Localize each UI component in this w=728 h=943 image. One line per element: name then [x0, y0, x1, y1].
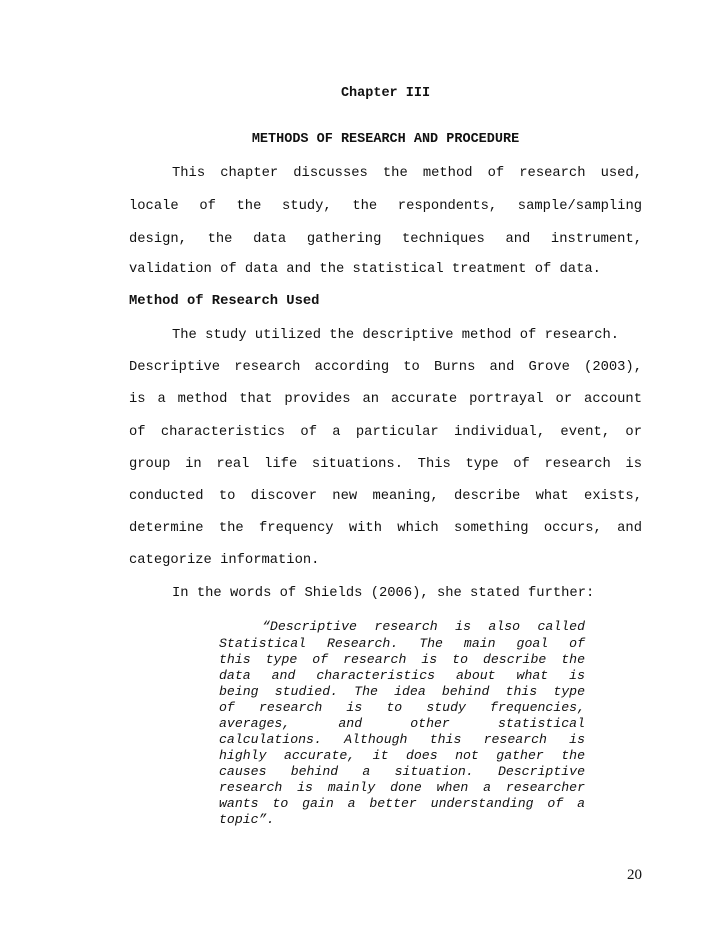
block-quote-line: “Descriptive research is also called	[262, 619, 585, 634]
intro-line: validation of data and the statistical treatment of data.	[129, 262, 601, 277]
method-line: of characteristics of a particular individual, event, or	[129, 425, 642, 440]
block-quote-line: Statistical Research. The main goal of	[219, 636, 585, 651]
block-quote-line: highly accurate, it does not gather the	[219, 748, 585, 763]
block-quote-line: wants to gain a better understanding of a	[219, 796, 585, 811]
chapter-title: Chapter III	[340, 86, 431, 101]
intro-line: design, the data gathering techniques and instrument,	[129, 232, 642, 247]
block-quote-line: causes behind a situation. Descriptive	[219, 764, 585, 779]
page-number: 20	[627, 867, 642, 883]
section-subheading: Method of Research Used	[129, 294, 320, 309]
block-quote-line: topic”.	[219, 812, 275, 827]
block-quote-line: research is mainly done when a researcher	[219, 780, 585, 795]
block-quote-line: of research is to study frequencies,	[219, 700, 585, 715]
method-line: group in real life situations. This type of research is	[129, 457, 642, 472]
method-line: determine the frequency with which something occurs, and	[129, 521, 642, 536]
method-line: conducted to discover new meaning, describe what exists,	[129, 489, 642, 504]
intro-line: This chapter discusses the method of research used,	[172, 166, 642, 181]
method-line: Descriptive research according to Burns and Grove (2003),	[129, 360, 642, 375]
method-line: categorize information.	[129, 553, 320, 568]
quote-intro: In the words of Shields (2006), she stated further:	[172, 586, 595, 601]
block-quote-line: data and characteristics about what is	[219, 668, 585, 683]
intro-line: locale of the study, the respondents, sample/sampling	[129, 199, 642, 214]
block-quote-line: calculations. Although this research is	[219, 732, 585, 747]
block-quote-line: being studied. The idea behind this type	[219, 684, 585, 699]
block-quote-line: averages, and other statistical	[219, 716, 585, 731]
method-line: The study utilized the descriptive method of research.	[172, 328, 620, 343]
method-line: is a method that provides an accurate portrayal or account	[129, 392, 642, 407]
section-title: METHODS OF RESEARCH AND PROCEDURE	[251, 132, 520, 147]
block-quote-line: this type of research is to describe the	[219, 652, 585, 667]
